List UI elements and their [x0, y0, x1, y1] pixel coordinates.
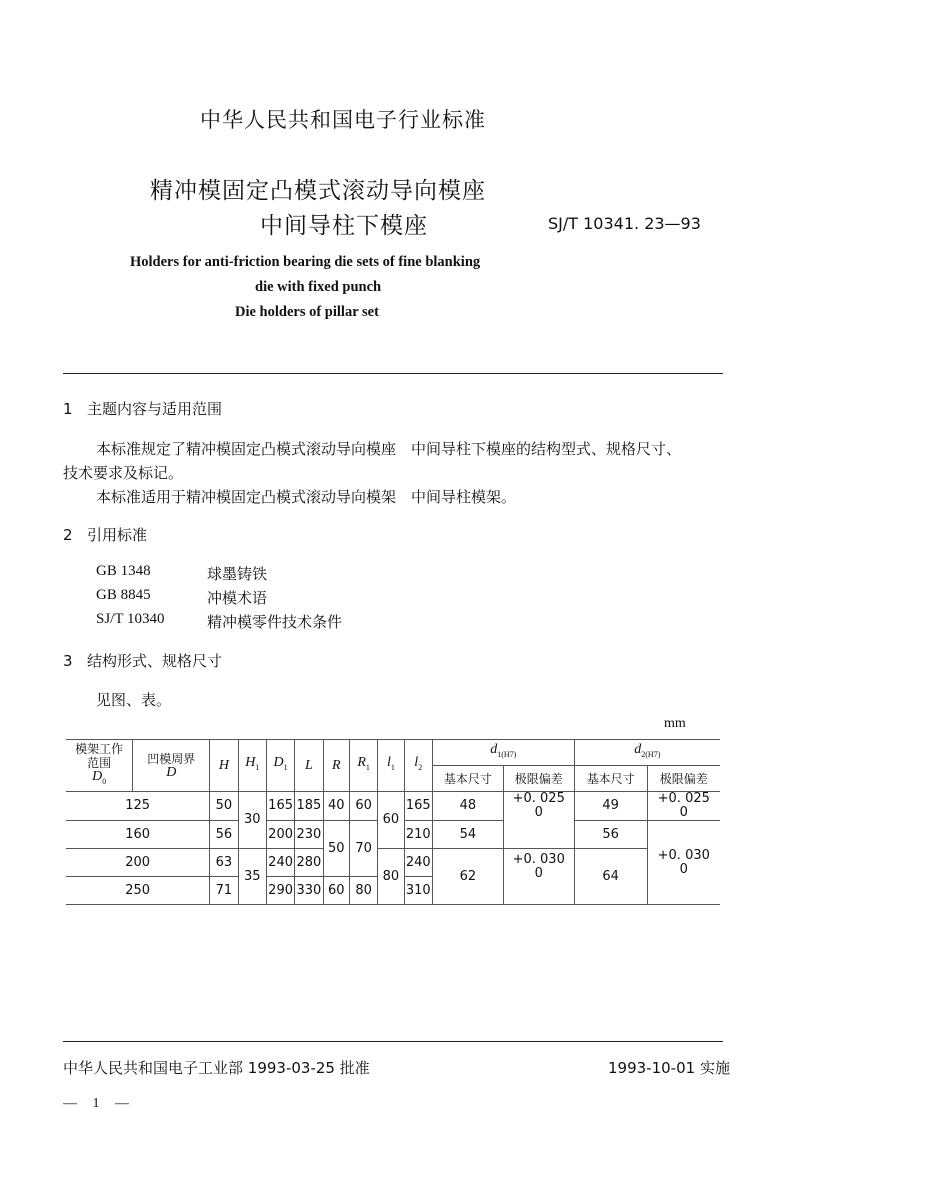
header-d1-h7-symbol: d — [490, 742, 498, 758]
header-l: L — [295, 740, 323, 792]
cell-d2-deviation — [647, 821, 720, 905]
deviation-lower: 0 — [679, 861, 688, 877]
header-d1-limit-deviation: 极限偏差 — [503, 766, 574, 792]
ref-code: GB 8845 — [96, 587, 151, 603]
english-title-line-2: die with fixed punch — [255, 279, 382, 295]
deviation-upper: +0. 030 — [657, 847, 710, 863]
header-l2 — [404, 740, 432, 792]
section-1-paragraph-2: 本标准适用于精冲模固定凸模式滚动导向模架 中间导柱模架。 — [96, 488, 517, 506]
header-d2-h7-subscript: 2(H7) — [641, 749, 661, 759]
cell-r: 60 — [323, 877, 349, 905]
cell-h: 71 — [210, 877, 238, 905]
standard-number: SJ/T 10341. 23—93 — [548, 214, 701, 233]
cell-h: 63 — [210, 849, 238, 877]
header-h1-subscript: 1 — [255, 762, 260, 772]
header-r1-symbol: R — [357, 755, 366, 771]
header-d1-symbol: D — [273, 755, 284, 771]
header-d0-subscript: 0 — [102, 776, 107, 786]
cell-l2: 310 — [404, 877, 432, 905]
ref-code: SJ/T 10340 — [96, 611, 165, 627]
english-title-line-1: Holders for anti-friction bearing die sets of fine blanking — [130, 254, 481, 270]
cell-h: 56 — [210, 821, 238, 849]
section-title: 主题内容与适用范围 — [87, 400, 223, 418]
cell-r1: 80 — [349, 877, 377, 905]
table-row — [66, 849, 720, 877]
cell-l2: 240 — [404, 849, 432, 877]
cell-d0: 125 — [66, 792, 210, 821]
cell-h: 50 — [210, 792, 238, 821]
table-unit: mm — [664, 716, 686, 731]
cell-l: 185 — [295, 792, 323, 821]
section-title: 结构形式、规格尺寸 — [87, 652, 223, 670]
header-d1-h7-subscript: 1(H7) — [497, 749, 517, 759]
footer-divider — [63, 1041, 723, 1042]
cell-l1: 80 — [378, 849, 404, 905]
header-l1-symbol: l — [386, 755, 391, 771]
implementation-date: 1993-10-01 实施 — [608, 1059, 730, 1077]
header-r1 — [349, 740, 377, 792]
header-h1-symbol: H — [245, 755, 256, 771]
header-d2-h7-symbol: d — [634, 742, 642, 758]
header-divider — [63, 373, 723, 374]
cell-d1: 290 — [266, 877, 294, 905]
header-d0 — [66, 740, 133, 792]
header-l1 — [378, 740, 404, 792]
header-d0-symbol: D — [92, 769, 103, 785]
section-1-heading — [63, 398, 222, 419]
cell-l: 280 — [295, 849, 323, 877]
issuing-body: 中华人民共和国电子行业标准 — [200, 108, 486, 132]
section-1-paragraph-1-line-2: 技术要求及标记。 — [63, 464, 184, 482]
cell-r1: 60 — [349, 792, 377, 821]
header-d2-basic-size: 基本尺寸 — [574, 766, 647, 792]
cell-d0: 200 — [66, 849, 210, 877]
deviation-upper: +0. 025 — [657, 791, 710, 806]
title-line-1: 精冲模固定凸模式滚动导向模座 — [150, 178, 486, 204]
cell-l: 230 — [295, 821, 323, 849]
header-l2-symbol: l — [414, 755, 419, 771]
cell-d1-deviation — [503, 792, 574, 849]
table-row — [66, 792, 720, 821]
deviation-upper: +0. 025 — [512, 791, 565, 806]
cell-l2: 210 — [404, 821, 432, 849]
ref-name: 球墨铸铁 — [207, 565, 268, 583]
title-line-2: 中间导柱下模座 — [260, 213, 428, 239]
header-d — [133, 740, 210, 792]
section-3-note: 见图、表。 — [96, 691, 172, 709]
header-d0-line1: 模架工作 — [75, 742, 124, 757]
section-number: 1 — [63, 400, 73, 418]
cell-d1: 200 — [266, 821, 294, 849]
header-d1-h7 — [432, 740, 574, 766]
ref-code: GB 1348 — [96, 563, 151, 579]
header-d1 — [266, 740, 294, 792]
deviation-lower: 0 — [534, 805, 543, 820]
section-number: 2 — [63, 526, 73, 544]
header-d-label: 凹模周界 — [147, 751, 196, 766]
header-h: H — [210, 740, 238, 792]
cell-l1: 60 — [378, 792, 404, 849]
header-h1 — [238, 740, 266, 792]
header-d2-limit-deviation: 极限偏差 — [647, 766, 720, 792]
cell-d2-basic: 56 — [574, 821, 647, 849]
header-r: R — [323, 740, 349, 792]
section-3-heading — [63, 650, 222, 671]
ref-name: 精冲模零件技术条件 — [207, 613, 343, 631]
cell-h1: 35 — [238, 849, 266, 905]
header-d1-subscript: 1 — [283, 762, 288, 772]
cell-d1-basic: 54 — [432, 821, 503, 849]
cell-d2-basic: 49 — [574, 792, 647, 821]
cell-r: 50 — [323, 821, 349, 877]
cell-d1-deviation — [503, 849, 574, 905]
cell-d1-basic: 48 — [432, 792, 503, 821]
header-l1-subscript: 1 — [390, 762, 395, 772]
cell-d2-deviation — [647, 792, 720, 821]
deviation-lower: 0 — [679, 805, 688, 820]
header-l2-subscript: 2 — [418, 762, 423, 772]
cell-d0: 250 — [66, 877, 210, 905]
section-number: 3 — [63, 652, 73, 670]
ref-name: 冲模术语 — [207, 589, 268, 607]
deviation-upper: +0. 030 — [512, 852, 565, 867]
section-2-heading — [63, 524, 147, 545]
cell-d1: 165 — [266, 792, 294, 821]
cell-d1: 240 — [266, 849, 294, 877]
cell-d0: 160 — [66, 821, 210, 849]
cell-l2: 165 — [404, 792, 432, 821]
cell-r1: 70 — [349, 821, 377, 877]
header-d2-h7 — [574, 740, 720, 766]
section-title: 引用标准 — [87, 526, 148, 544]
section-1-paragraph-1-line-1: 本标准规定了精冲模固定凸模式滚动导向模座 中间导柱下模座的结构型式、规格尺寸、 — [96, 440, 682, 458]
cell-d2-basic: 64 — [574, 849, 647, 905]
header-d-symbol: D — [166, 764, 177, 780]
header-d0-line2: 范围 — [87, 756, 112, 771]
cell-d1-basic: 62 — [432, 849, 503, 905]
english-title-line-3: Die holders of pillar set — [235, 304, 379, 320]
deviation-lower: 0 — [534, 866, 543, 881]
header-r1-subscript: 1 — [365, 762, 370, 772]
cell-l: 330 — [295, 877, 323, 905]
page-number: — 1 — — [63, 1096, 135, 1111]
dimensions-table — [66, 739, 720, 905]
header-d1-basic-size: 基本尺寸 — [432, 766, 503, 792]
cell-r: 40 — [323, 792, 349, 821]
cell-h1: 30 — [238, 792, 266, 849]
approval-note: 中华人民共和国电子工业部 1993-03-25 批准 — [63, 1059, 370, 1077]
